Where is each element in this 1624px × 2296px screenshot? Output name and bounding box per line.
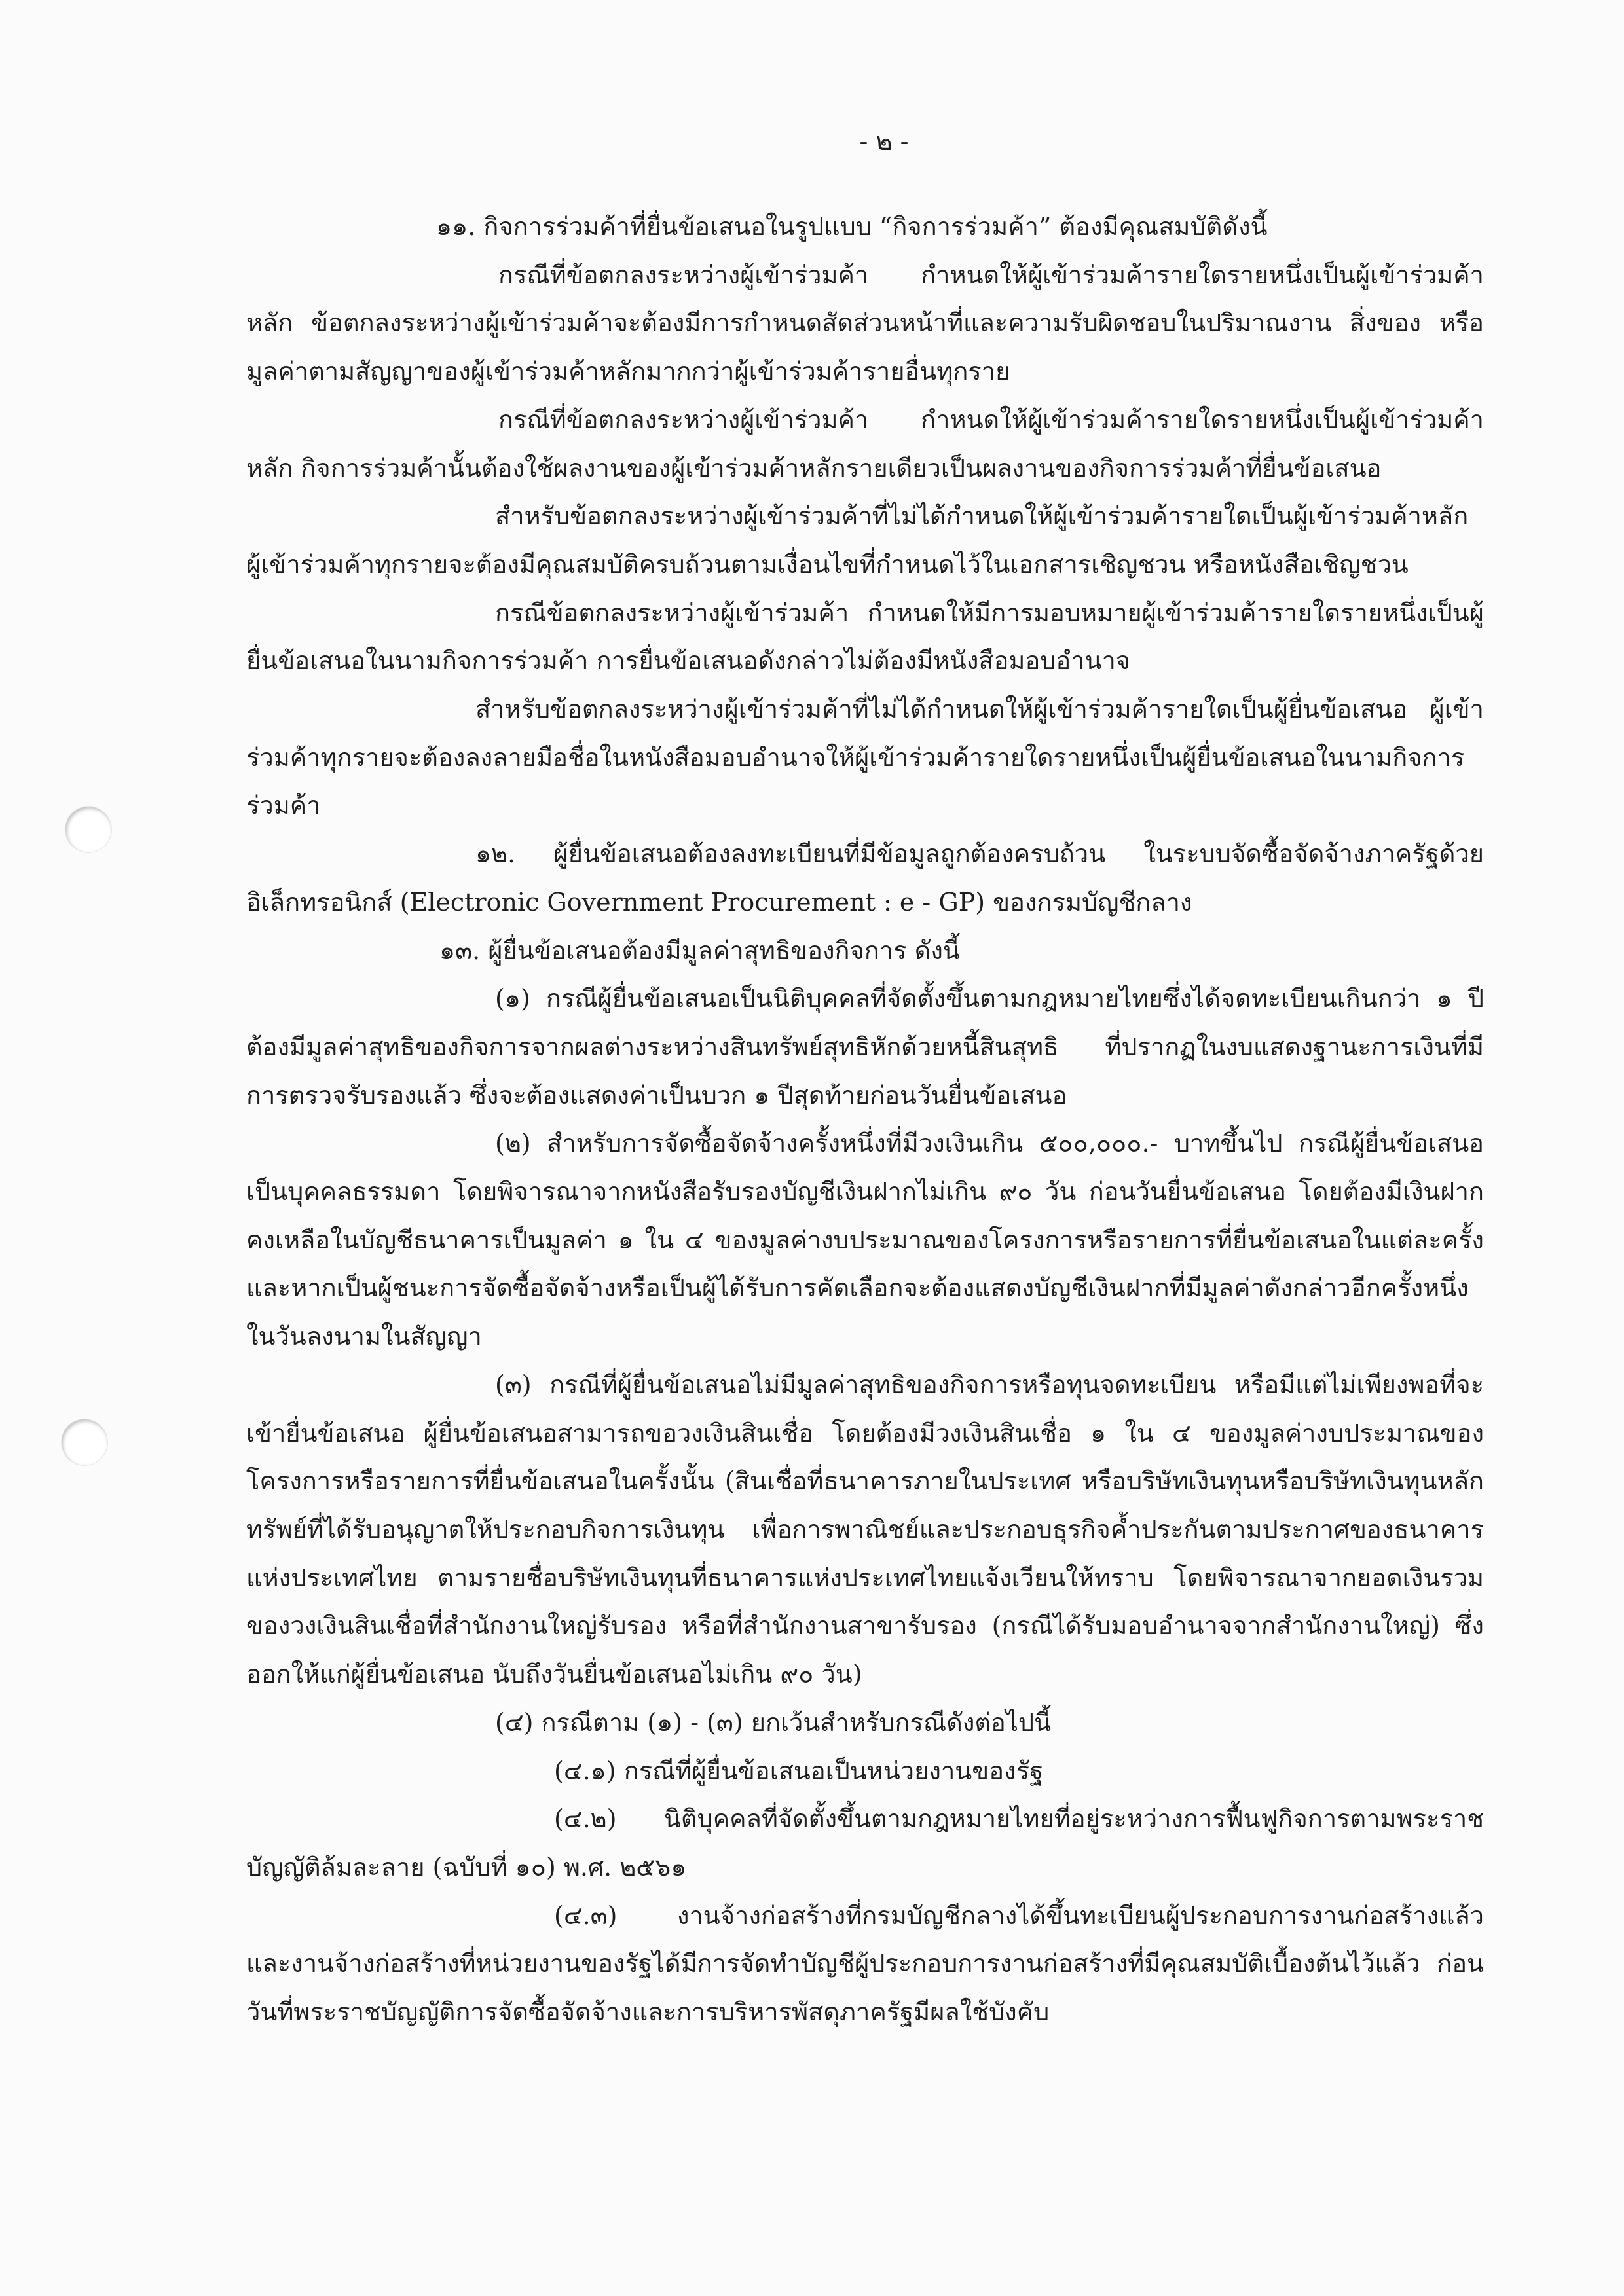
clause-12-egp-registration: ๑๒. ผู้ยื่นข้อเสนอต้องลงทะเบียนที่มีข้อมูลถูกต้องครบถ้วน ในระบบจัดซื้อจัดจ้างภาครัฐด้วยอิเล็กทรอนิกส์ (Electronic Government Procurement : e - GP) ของกรมบัญชีกลาง bbox=[246, 839, 1484, 917]
clause-11-power-of-attorney: สำหรับข้อตกลงระหว่างผู้เข้าร่วมค้าที่ไม่ได้กำหนดให้ผู้เข้าร่วมค้ารายใดเป็นผู้ยื่นข้อเสนอ ผู้เข้าร่วมค้าทุกรายจะต้องลงลายมือชื่อในหนังสือมอบอำนาจให้ผู้เข้าร่วมค้ารายใดรายหนึ่งเป็นผู้ยื่นข้อเสนอในนามกิจการร่วมค้า bbox=[246, 695, 1484, 820]
document-body bbox=[246, 203, 1484, 2037]
clause-13-2-natural-person: (๒) สำหรับการจัดซื้อจัดจ้างครั้งหนึ่งที่มีวงเงินเกิน ๕๐๐,๐๐๐.- บาทขึ้นไป กรณีผู้ยื่นข้อเสนอเป็นบุคคลธรรมดา โดยพิจารณาจากหนังสือรับรองบัญชีเงินฝากไม่เกิน ๙๐ วัน ก่อนวันยื่นข้อเสนอ โดยต้องมีเงินฝากคงเหลือในบัญชีธนาคารเป็นมูลค่า ๑ ใน ๔ ของมูลค่างบประมาณของโครงการหรือรายการที่ยื่นข้อเสนอในแต่ละครั้ง และหากเป็นผู้ชนะการจัดซื้อจัดจ้างหรือเป็นผู้ได้รับการคัดเลือกจะต้องแสดงบัญชีเงินฝากที่มีมูลค่าดังกล่าวอีกครั้งหนึ่งในวันลงนามในสัญญา bbox=[246, 1129, 1484, 1351]
clause-11-lead-partner-work: กรณีที่ข้อตกลงระหว่างผู้เข้าร่วมค้า กำหนดให้ผู้เข้าร่วมค้ารายใดรายหนึ่งเป็นผู้เข้าร่วมค้าหลัก กิจการร่วมค้านั้นต้องใช้ผลงานของผู้เข้าร่วมค้าหลักรายเดียวเป็นผลงานของกิจการร่วมค้าที่ยื่นข้อเสนอ bbox=[246, 405, 1484, 483]
page-number: - ๒ - bbox=[859, 127, 909, 156]
clause-13-4-1-state-agency: (๔.๑) กรณีที่ผู้ยื่นข้อเสนอเป็นหน่วยงานของรัฐ bbox=[554, 1756, 1044, 1785]
clause-13-heading: ๑๓. ผู้ยื่นข้อเสนอต้องมีมูลค่าสุทธิของกิจการ ดังนี้ bbox=[439, 936, 960, 965]
clause-13-4-2-rehabilitation: (๔.๒) นิติบุคคลที่จัดตั้งขึ้นตามกฎหมายไทยที่อยู่ระหว่างการฟื้นฟูกิจการตามพระราชบัญญัติล้มละลาย (ฉบับที่ ๑๐) พ.ศ. ๒๕๖๑ bbox=[246, 1804, 1484, 1882]
clause-13-4-3-registered-contractors: (๔.๓) งานจ้างก่อสร้างที่กรมบัญชีกลางได้ขึ้นทะเบียนผู้ประกอบการงานก่อสร้างแล้ว และงานจ้างก่อสร้างที่หน่วยงานของรัฐได้มีการจัดทำบัญชีผู้ประกอบการงานก่อสร้างที่มีคุณสมบัติเบื้องต้นไว้แล้ว ก่อนวันที่พระราชบัญญัติการจัดซื้อจัดจ้างและการบริหารพัสดุภาครัฐมีผลใช้บังคับ bbox=[246, 1901, 1484, 2027]
clause-11-designated-bidder: กรณีข้อตกลงระหว่างผู้เข้าร่วมค้า กำหนดให้มีการมอบหมายผู้เข้าร่วมค้ารายใดรายหนึ่งเป็นผู้ยื่นข้อเสนอในนามกิจการร่วมค้า การยื่นข้อเสนอดังกล่าวไม่ต้องมีหนังสือมอบอำนาจ bbox=[246, 598, 1484, 676]
clause-13-1-juristic-person: (๑) กรณีผู้ยื่นข้อเสนอเป็นนิติบุคคลที่จัดตั้งขึ้นตามกฎหมายไทยซึ่งได้จดทะเบียนเกินกว่า ๑ ปี ต้องมีมูลค่าสุทธิของกิจการจากผลต่างระหว่างสินทรัพย์สุทธิหักด้วยหนี้สินสุทธิ ที่ปรากฏในงบแสดงฐานะการเงินที่มีการตรวจรับรองแล้ว ซึ่งจะต้องแสดงค่าเป็นบวก ๑ ปีสุดท้ายก่อนวันยื่นข้อเสนอ bbox=[246, 984, 1484, 1110]
clause-13-3-credit-line: (๓) กรณีที่ผู้ยื่นข้อเสนอไม่มีมูลค่าสุทธิของกิจการหรือทุนจดทะเบียน หรือมีแต่ไม่เพียงพอที่จะเข้ายื่นข้อเสนอ ผู้ยื่นข้อเสนอสามารถขอวงเงินสินเชื่อ โดยต้องมีวงเงินสินเชื่อ ๑ ใน ๔ ของมูลค่างบประมาณของโครงการหรือรายการที่ยื่นข้อเสนอในครั้งนั้น (สินเชื่อที่ธนาคารภายในประเทศ หรือบริษัทเงินทุนหรือบริษัทเงินทุนหลักทรัพย์ที่ได้รับอนุญาตให้ประกอบกิจการเงินทุน เพื่อการพาณิชย์และประกอบธุรกิจค้ำประกันตามประกาศของธนาคารแห่งประเทศไทย ตามรายชื่อบริษัทเงินทุนที่ธนาคารแห่งประเทศไทยแจ้งเวียนให้ทราบ โดยพิจารณาจากยอดเงินรวมของวงเงินสินเชื่อที่สำนักงานใหญ่รับรอง หรือที่สำนักงานสาขารับรอง (กรณีได้รับมอบอำนาจจากสำนักงานใหญ่) ซึ่งออกให้แก่ผู้ยื่นข้อเสนอ นับถึงวันยื่นข้อเสนอไม่เกิน ๙๐ วัน) bbox=[246, 1370, 1484, 1689]
clause-11-lead-partner-responsibility: กรณีที่ข้อตกลงระหว่างผู้เข้าร่วมค้า กำหนดให้ผู้เข้าร่วมค้ารายใดรายหนึ่งเป็นผู้เข้าร่วมค้าหลัก ข้อตกลงระหว่างผู้เข้าร่วมค้าจะต้องมีการกำหนดสัดส่วนหน้าที่และความรับผิดชอบในปริมาณงาน สิ่งของ หรือมูลค่าตามสัญญาของผู้เข้าร่วมค้าหลักมากกว่าผู้เข้าร่วมค้ารายอื่นทุกราย bbox=[246, 260, 1484, 386]
clause-11-heading: ๑๑. กิจการร่วมค้าที่ยื่นข้อเสนอในรูปแบบ “กิจการร่วมค้า” ต้องมีคุณสมบัติดังนี้ bbox=[436, 212, 1268, 241]
clause-13-4-exceptions: (๔) กรณีตาม (๑) - (๓) ยกเว้นสำหรับกรณีดังต่อไปนี้ bbox=[495, 1707, 1052, 1737]
punch-hole-top bbox=[65, 807, 111, 852]
punch-hole-bottom bbox=[62, 1419, 107, 1465]
clause-11-no-lead-partner: สำหรับข้อตกลงระหว่างผู้เข้าร่วมค้าที่ไม่ได้กำหนดให้ผู้เข้าร่วมค้ารายใดเป็นผู้เข้าร่วมค้าหลัก ผู้เข้าร่วมค้าทุกรายจะต้องมีคุณสมบัติครบถ้วนตามเงื่อนไขที่กำหนดไว้ในเอกสารเชิญชวน หรือหนังสือเชิญชวน bbox=[246, 501, 1469, 579]
